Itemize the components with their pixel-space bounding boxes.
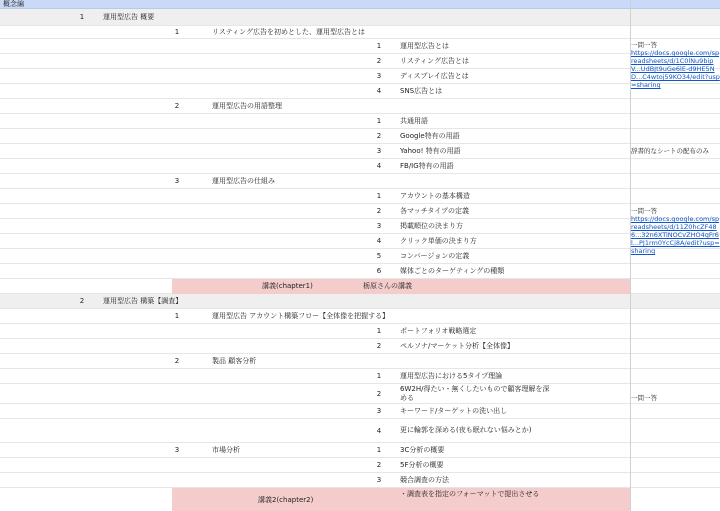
item-label: 運用型広告とは [400,42,449,50]
item-number: 3 [376,147,382,155]
item-label: Google特有の用語 [400,132,460,140]
subsection-number: 1 [174,312,180,320]
item-label: コンバージョンの定義 [400,252,470,260]
item-row[interactable] [0,54,720,69]
lecture-note: 栃原さんの講義 [363,282,412,290]
subsection-number: 2 [174,102,180,110]
item-number: 1 [376,446,382,454]
item-label: 3C分析の概要 [400,446,445,454]
item-number: 1 [376,42,382,50]
subsection-title: 運用型広告 アカウント構築フロー【全体像を把握する】 [212,312,390,320]
item-row[interactable] [0,419,720,443]
item-row[interactable] [0,69,720,84]
item-row[interactable] [0,404,720,419]
item-number: 5 [376,252,382,260]
subsection-number: 1 [174,28,180,36]
item-label: SNS広告とは [400,87,443,95]
item-number: 4 [376,162,382,170]
item-label: クリック単価の決まり方 [400,237,477,245]
item-label: 運用型広告における5タイプ理論 [400,372,503,380]
item-row[interactable] [0,384,720,404]
subsection-title: 運用型広告の用語整理 [212,102,282,110]
item-label: ポートフォリオ戦略選定 [400,327,477,335]
item-row[interactable] [0,264,720,279]
item-number: 4 [376,87,382,95]
subsection-row[interactable] [0,309,720,324]
subsection-row[interactable] [0,443,720,458]
section-title: 運用型広告 構築【調査】 [103,297,183,305]
item-number: 2 [376,461,382,469]
lecture-label: 講義2(chapter2) [258,495,314,504]
item-row[interactable] [0,324,720,339]
item-row[interactable] [0,159,720,174]
item-number: 1 [376,117,382,125]
item-number: 2 [376,132,382,140]
note-label: 辞書的なシートの配布のみ [631,147,709,155]
subsection-number: 3 [174,446,180,454]
item-number: 1 [376,372,382,380]
notes-cell[interactable] [631,41,720,89]
item-row[interactable] [0,39,720,54]
notes-cell[interactable] [631,147,720,155]
item-number: 1 [376,192,382,200]
subsection-row[interactable] [0,99,720,114]
doc-link[interactable]: https://docs.google.com/spreadsheets/d/1C0lNu9bipV...UdBJt9uGe6lE-d9HE5ND...C4wtoj59KO34/edit?usp=sharing [631,49,720,89]
item-number: 3 [376,72,382,80]
lecture-label: 講義(chapter1) [262,282,313,290]
item-row[interactable] [0,189,720,204]
item-number: 2 [376,342,382,350]
section-row[interactable] [0,9,720,26]
item-row[interactable] [0,129,720,144]
item-number: 3 [376,476,382,484]
item-label: ペルソナ/マーケット分析【全体像】 [400,342,515,350]
notes-cell[interactable] [631,394,720,402]
item-label: リスティング広告とは [400,57,470,65]
notes-cell[interactable] [631,207,720,255]
item-number: 4 [376,237,382,245]
item-label: 掲載順位の決まり方 [400,222,463,230]
item-row[interactable] [0,473,720,488]
item-label: FB/IG特有の用語 [400,162,454,170]
item-row[interactable] [0,458,720,473]
section-number: 2 [79,297,85,305]
item-number: 2 [376,207,382,215]
item-row[interactable] [0,144,720,159]
item-label: 共通用語 [400,117,428,125]
header-title: 概念編 [3,0,24,8]
item-number: 2 [376,57,382,65]
item-row[interactable] [0,249,720,264]
subsection-number: 3 [174,177,180,185]
item-number: 3 [376,222,382,230]
section-row[interactable] [0,294,720,309]
subsection-row[interactable] [0,354,720,369]
item-number: 4 [376,426,382,435]
header-row[interactable] [0,0,720,9]
subsection-row[interactable] [0,26,720,39]
item-label: 6W2H/得たい・無くしたいもので顧客理解を深める [400,384,550,402]
item-number: 6 [376,267,382,275]
note-label: 一問一答 [631,207,657,215]
section-number: 1 [79,13,85,21]
subsection-title: 製品 顧客分析 [212,357,257,365]
item-label: 媒体ごとのターゲティングの種類 [400,267,505,275]
doc-link[interactable]: https://docs.google.com/spreadsheets/d/11Z0hcZF486...32n6XTiNOCvZHO4qFr6l...PJ1rm0YcCj8A/edit?usp=sharing [631,215,720,255]
item-row[interactable] [0,204,720,219]
note-label: 一問一答 [631,394,657,402]
subsection-number: 2 [174,357,180,365]
item-label: キーワード/ターゲットの洗い出し [400,407,508,415]
item-number: 3 [376,407,382,415]
lecture-note: ・調査表を指定のフォーマットで提出させる [400,490,540,498]
subsection-title: 運用型広告の仕組み [212,177,275,185]
item-row[interactable] [0,219,720,234]
item-row[interactable] [0,339,720,354]
item-number: 1 [376,327,382,335]
item-number: 2 [376,389,382,398]
subsection-row[interactable] [0,174,720,189]
lecture-row[interactable] [0,488,720,511]
note-label: 一問一答 [631,41,657,49]
item-row[interactable] [0,114,720,129]
item-label: 各マッチタイプの定義 [400,207,470,215]
item-label: 更に輪郭を深める(夜も眠れない悩みとか) [400,426,532,434]
item-label: 競合調査の方法 [400,476,449,484]
lecture-row[interactable] [0,279,720,294]
item-row[interactable] [0,369,720,384]
item-label: ディスプレイ広告とは [400,72,469,80]
subsection-title: 市場分析 [212,446,240,454]
item-row[interactable] [0,84,720,99]
item-label: アカウントの基本構造 [400,192,470,200]
section-title: 運用型広告 概要 [103,13,155,21]
subsection-title: リスティング広告を初めとした、運用型広告とは [212,28,366,36]
item-label: Yahoo! 特有の用語 [400,147,461,155]
item-label: 5F分析の概要 [400,461,444,469]
item-row[interactable] [0,234,720,249]
